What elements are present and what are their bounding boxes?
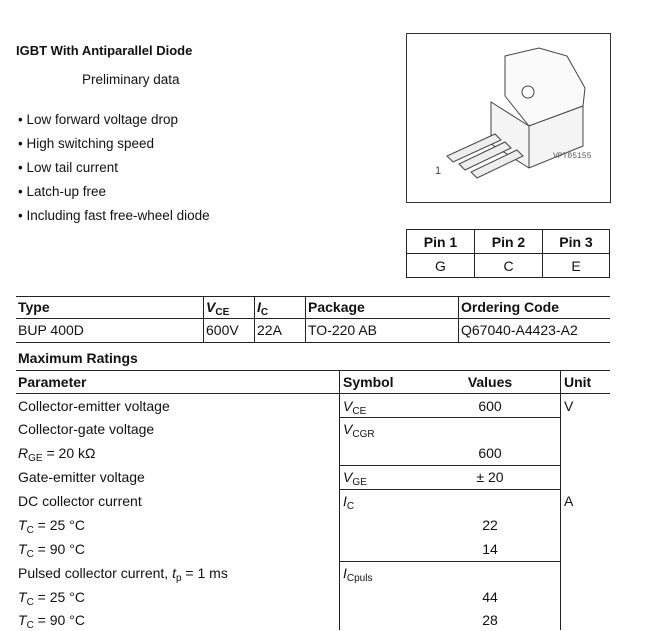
values-header: Values <box>467 374 513 390</box>
pin-header: Pin 2 <box>491 234 526 250</box>
pin-value: G <box>435 258 446 274</box>
feature-text: Low tail current <box>26 160 119 175</box>
section-title-maximum-ratings: Maximum Ratings <box>18 350 138 366</box>
rating-parameter: Collector-gate voltage <box>18 421 155 437</box>
rating-condition: $T_C = 90$ °C <box>18 541 85 560</box>
rating-symbol: $V_{CGR}$ <box>343 421 375 440</box>
ordering-code-header: Ordering Code <box>461 299 560 315</box>
type-value: BUP 400D <box>18 322 84 338</box>
package-figure <box>406 33 611 203</box>
rating-unit: V <box>564 398 574 414</box>
rating-symbol: $I_{Cpuls}$ <box>343 565 373 584</box>
rating-value: 28 <box>482 612 498 628</box>
feature-item: • Low forward voltage drop <box>18 112 179 127</box>
ic-value: 22A <box>257 322 282 338</box>
rating-symbol: $I_C$ <box>343 493 355 512</box>
rating-condition: $T_C = 90$ °C <box>18 612 85 631</box>
type-header: Type <box>18 299 50 315</box>
vce-value: 600V <box>206 322 239 338</box>
rating-condition: $T_C = 25$ °C <box>18 517 85 536</box>
pin-value: C <box>503 258 514 274</box>
symbol-header: Symbol <box>343 374 394 390</box>
parameter-header: Parameter <box>18 374 87 390</box>
rating-parameter: Pulsed collector current, $t_p = 1$ ms <box>18 565 228 584</box>
rating-unit: A <box>564 493 574 509</box>
pin-value: E <box>571 258 581 274</box>
to220-package-drawing <box>407 34 610 202</box>
rating-condition: $T_C = 25$ °C <box>18 589 85 608</box>
ic-header: $I_C$ <box>257 299 269 318</box>
feature-text: Latch-up free <box>26 184 107 199</box>
feature-item: • Including fast free-wheel diode <box>18 208 210 223</box>
pin-header: Pin 3 <box>559 234 593 250</box>
rating-value: 44 <box>482 589 498 605</box>
rating-value: ± 20 <box>476 469 504 485</box>
rating-value: 14 <box>482 541 498 557</box>
rating-parameter: Gate-emitter voltage <box>18 469 145 485</box>
rating-parameter: DC collector current <box>18 493 142 509</box>
ordering-code-value: Q67040-A4423-A2 <box>461 322 578 338</box>
rating-value: 600 <box>478 398 502 414</box>
document-title: IGBT With Antiparallel Diode <box>16 43 193 58</box>
unit-header: Unit <box>564 374 592 390</box>
feature-text: High switching speed <box>26 136 155 151</box>
package-header: Package <box>308 299 365 315</box>
rating-condition: $R_{GE} = 20$ kΩ <box>18 445 96 464</box>
pin1-marker: 1 <box>435 165 442 177</box>
rating-parameter: Collector-emitter voltage <box>18 398 170 414</box>
feature-item: • High switching speed <box>18 136 155 151</box>
rating-value: 22 <box>482 517 498 533</box>
rating-symbol: $V_{GE}$ <box>343 469 367 488</box>
pin-header: Pin 1 <box>423 234 458 250</box>
figure-code: VPT05155 <box>553 152 592 161</box>
vce-header: $V_{CE}$ <box>206 299 230 318</box>
document-subtitle: Preliminary data <box>82 72 180 87</box>
rating-symbol: $V_{CE}$ <box>343 398 367 417</box>
feature-text: Low forward voltage drop <box>26 112 179 127</box>
feature-text: Including fast free-wheel diode <box>26 208 210 223</box>
rating-value: 600 <box>478 445 502 461</box>
feature-item: • Latch-up free <box>18 184 107 199</box>
feature-item: • Low tail current <box>18 160 119 175</box>
package-value: TO-220 AB <box>308 322 378 338</box>
